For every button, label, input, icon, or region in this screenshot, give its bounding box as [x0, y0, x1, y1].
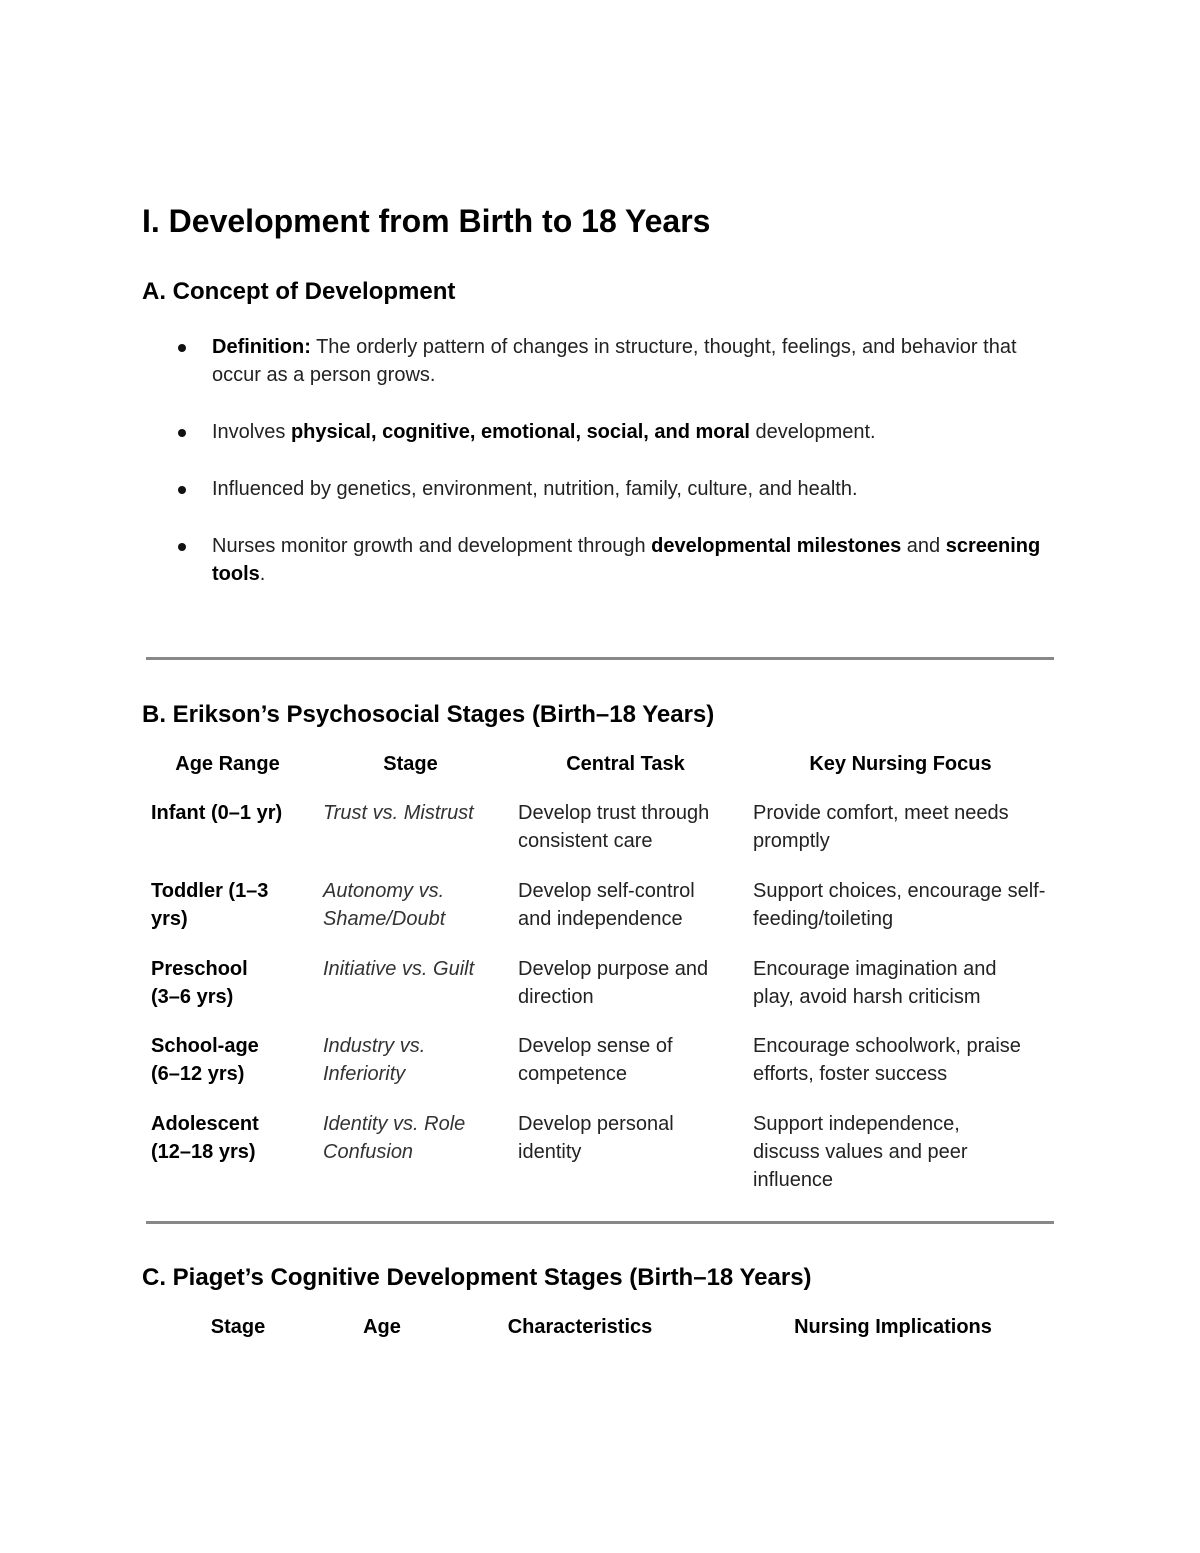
- erikson-header-nursing-focus: Key Nursing Focus: [809, 753, 992, 775]
- erikson-header-stage: Stage: [383, 753, 438, 775]
- piaget-header-nursing-implications: Nursing Implications: [794, 1316, 992, 1338]
- page-title: I. Development from Birth to 18 Years: [142, 203, 711, 239]
- table-row-age: Toddler (1–3 yrs): [151, 880, 269, 930]
- list-item: [142, 475, 1052, 503]
- table-row-stage: Industry vs. Inferiority: [323, 1035, 426, 1085]
- table-row-age: Preschool (3–6 yrs): [151, 958, 248, 1008]
- piaget-header-characteristics: Characteristics: [507, 1316, 653, 1338]
- bullet-bold-text: developmental milestones: [651, 535, 902, 557]
- table-row-age: School-age (6–12 yrs): [151, 1035, 259, 1085]
- section-c-heading: C. Piaget’s Cognitive Development Stages (Birth–18 Years): [142, 1264, 812, 1291]
- erikson-header-age-range: Age Range: [175, 753, 280, 775]
- table-row-task: Develop personal identity: [518, 1113, 674, 1163]
- concept-bullet-list: [142, 333, 1052, 617]
- table-row-stage: Trust vs. Mistrust: [323, 802, 474, 824]
- list-item: [142, 333, 1052, 389]
- section-b-heading: B. Erikson’s Psychosocial Stages (Birth–18 Years): [142, 701, 715, 728]
- table-row-stage: Autonomy vs. Shame/Doubt: [323, 880, 446, 930]
- table-row-age: Infant (0–1 yr): [151, 802, 283, 824]
- list-item: [142, 418, 1052, 446]
- list-item: [142, 532, 1052, 588]
- bullet-icon: [178, 429, 186, 437]
- bullet-bold-text: physical, cognitive, emotional, social, and moral: [290, 421, 750, 443]
- bullet-text: The orderly pattern of changes in structure, thought, feelings, and behavior that occur as a person grows.: [212, 336, 1017, 386]
- bullet-text: and: [901, 535, 946, 557]
- table-row-stage: Identity vs. Role Confusion: [323, 1113, 466, 1163]
- table-row-task: Develop sense of competence: [518, 1035, 673, 1085]
- bullet-text: development.: [749, 421, 876, 443]
- bullet-text: Influenced by genetics, environment, nutrition, family, culture, and health.: [212, 478, 858, 500]
- table-row-focus: Support choices, encourage self-feeding/toileting: [753, 880, 1046, 930]
- table-row-focus: Encourage imagination and play, avoid harsh criticism: [753, 958, 997, 1008]
- table-row-focus: Support independence, discuss values and peer influence: [753, 1113, 968, 1191]
- section-a-heading: A. Concept of Development: [142, 278, 456, 305]
- bullet-bold-text: screening tools: [212, 535, 1041, 585]
- bullet-icon: [178, 344, 186, 352]
- section-divider: [146, 1221, 1054, 1224]
- piaget-header-stage: Stage: [210, 1316, 266, 1338]
- piaget-header-age: Age: [363, 1316, 401, 1338]
- bullet-icon: [178, 543, 186, 551]
- table-row-focus: Provide comfort, meet needs promptly: [753, 802, 1009, 852]
- table-row-task: Develop purpose and direction: [518, 958, 709, 1008]
- table-row-focus: Encourage schoolwork, praise efforts, foster success: [753, 1035, 1021, 1085]
- table-row-age: Adolescent (12–18 yrs): [151, 1113, 259, 1163]
- bullet-text: .: [259, 563, 266, 585]
- table-row-task: Develop trust through consistent care: [518, 802, 710, 852]
- bullet-bold-text: Definition:: [212, 336, 311, 358]
- erikson-header-central-task: Central Task: [566, 753, 685, 775]
- bullet-text: Nurses monitor growth and development through: [212, 535, 652, 557]
- table-row-task: Develop self-control and independence: [518, 880, 695, 930]
- bullet-icon: [178, 486, 186, 494]
- section-divider: [146, 657, 1054, 660]
- bullet-text: Involves: [212, 421, 291, 443]
- table-row-stage: Initiative vs. Guilt: [323, 958, 475, 980]
